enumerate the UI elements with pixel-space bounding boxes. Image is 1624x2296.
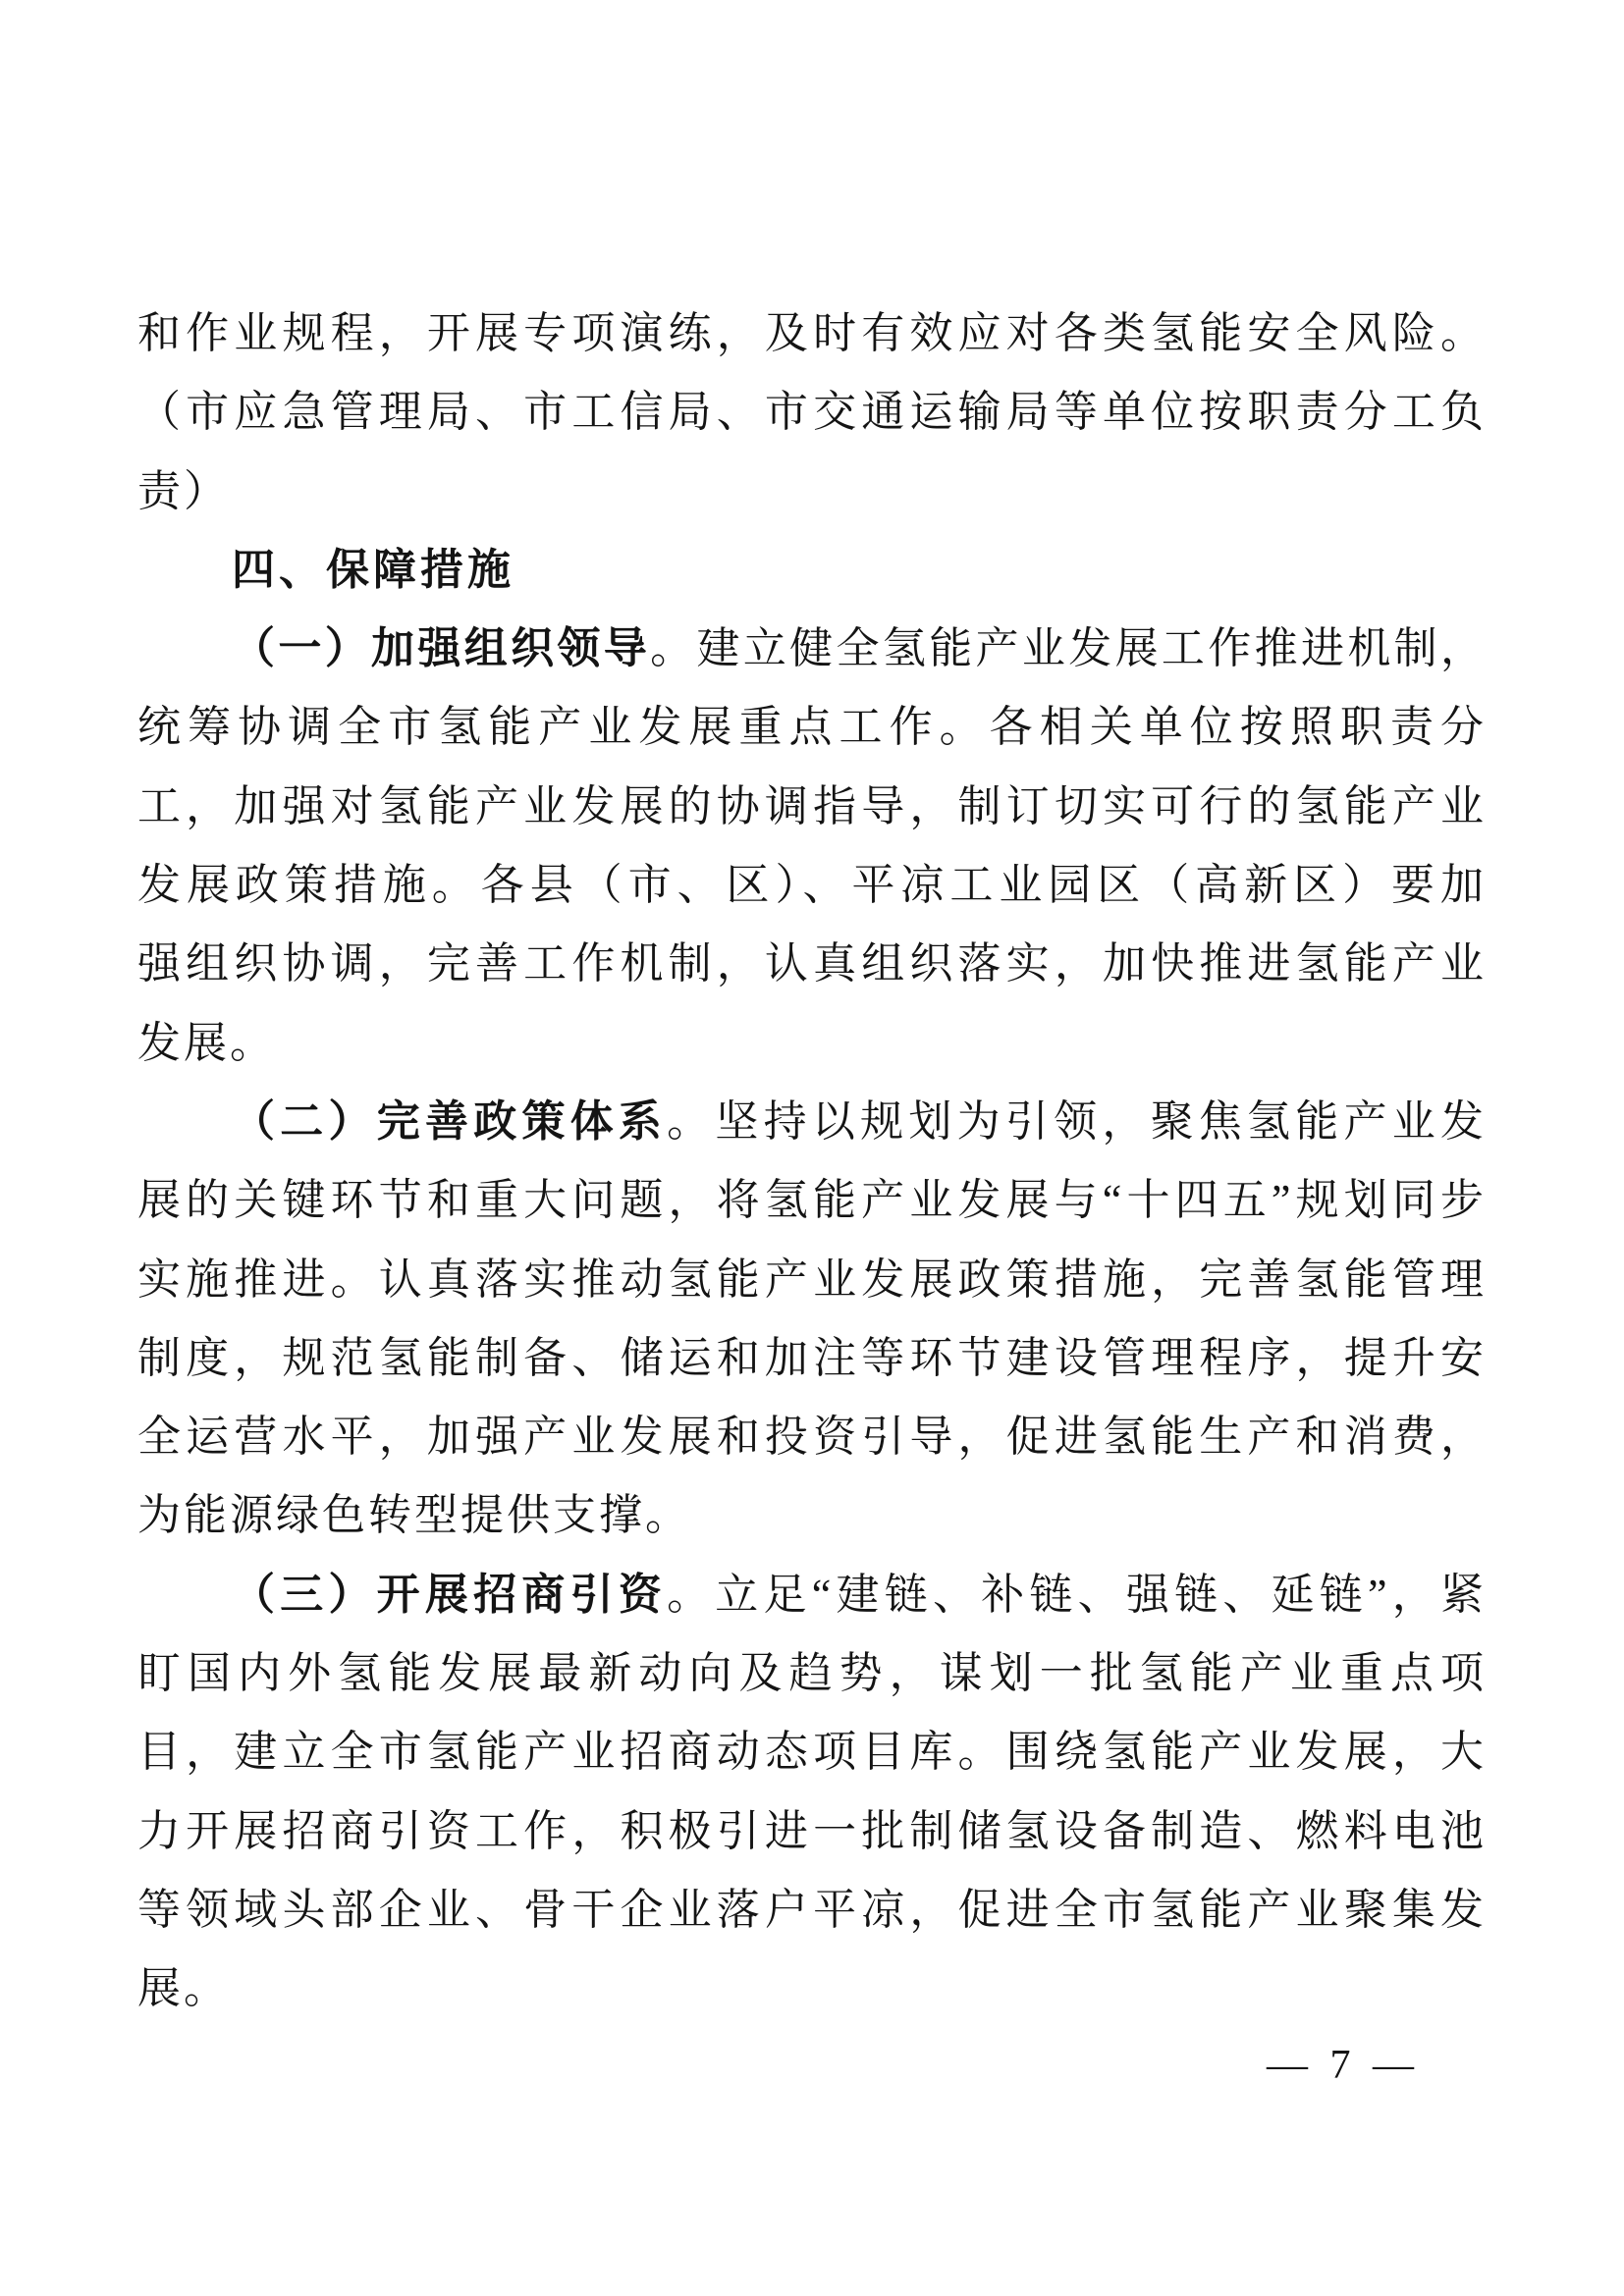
- document-line: [137, 373, 1487, 452]
- document-line: [137, 1871, 1487, 1949]
- document-line: [137, 1161, 1487, 1240]
- body-text: 责）: [137, 466, 230, 515]
- body-text: 。坚持以规划为引领，聚焦氢能产业发: [667, 1096, 1488, 1146]
- body-text: 制度，规范氢能制备、储运和加注等环节建设管理程序，提升安: [137, 1333, 1487, 1382]
- body-text: 和作业规程，开展专项演练，及时有效应对各类氢能安全风险。: [137, 309, 1487, 357]
- document-line: [137, 688, 1487, 767]
- body-text: 展。: [137, 1964, 230, 2013]
- body-text: 展的关键环节和重大问题，将氢能产业发展与“十四五”规划同步: [137, 1176, 1487, 1225]
- document-line: [137, 1083, 1487, 1161]
- bold-lead-text: （三）开展招商引资: [232, 1570, 668, 1619]
- document-line: [137, 846, 1487, 925]
- bold-lead-text: （一）加强组织领导: [232, 624, 651, 673]
- body-text: 为能源绿色转型提供支撑。: [137, 1491, 691, 1540]
- document-line: [137, 1556, 1487, 1634]
- document-line: [137, 1004, 1487, 1083]
- document-line: [137, 1319, 1487, 1398]
- document-line: [137, 1792, 1487, 1871]
- body-text: 全运营水平，加强产业发展和投资引导，促进氢能生产和消费，: [137, 1413, 1487, 1462]
- document-line: [137, 1398, 1487, 1476]
- document-line: [137, 453, 1487, 531]
- document-line: [137, 1949, 1487, 2028]
- body-text: 发展政策措施。各县（市、区）、平凉工业园区（高新区）要加: [137, 861, 1487, 910]
- document-line: [137, 294, 1487, 373]
- body-text: 统筹协调全市氢能产业发展重点工作。各相关单位按照职责分: [137, 703, 1487, 752]
- document-line: [137, 768, 1487, 846]
- body-text: 工，加强对氢能产业发展的协调指导，制订切实可行的氢能产业: [137, 781, 1487, 830]
- document-line: [137, 1476, 1487, 1555]
- document-line: [137, 1713, 1487, 1791]
- section-heading: [137, 531, 1487, 610]
- body-text: （市应急管理局、市工信局、市交通运输局等单位按职责分工负: [137, 388, 1487, 437]
- body-text: 力开展招商引资工作，积极引进一批制储氢设备制造、燃料电池: [137, 1806, 1487, 1855]
- body-text: 发展。: [137, 1018, 276, 1067]
- body-text: 。立足“建链、补链、强链、延链”，紧: [667, 1570, 1488, 1619]
- body-text: 盯国内外氢能发展最新动向及趋势，谋划一批氢能产业重点项: [137, 1649, 1487, 1698]
- document-line: [137, 1241, 1487, 1319]
- page-number: — 7 —: [1267, 2043, 1420, 2088]
- document-line: [137, 925, 1487, 1003]
- body-text: 实施推进。认真落实推动氢能产业发展政策措施，完善氢能管理: [137, 1255, 1487, 1304]
- body-text: 强组织协调，完善工作机制，认真组织落实，加快推进氢能产业: [137, 939, 1487, 988]
- bold-lead-text: 四、保障措施: [232, 545, 514, 594]
- document-line: [137, 610, 1487, 688]
- body-text: 。建立健全氢能产业发展工作推进机制，: [650, 624, 1488, 673]
- text-block: [137, 294, 1487, 2029]
- body-text: 目，建立全市氢能产业招商动态项目库。围绕氢能产业发展，大: [137, 1728, 1487, 1777]
- document-line: [137, 1634, 1487, 1713]
- bold-lead-text: （二）完善政策体系: [232, 1096, 668, 1146]
- body-text: 等领域头部企业、骨干企业落户平凉，促进全市氢能产业聚集发: [137, 1885, 1487, 1934]
